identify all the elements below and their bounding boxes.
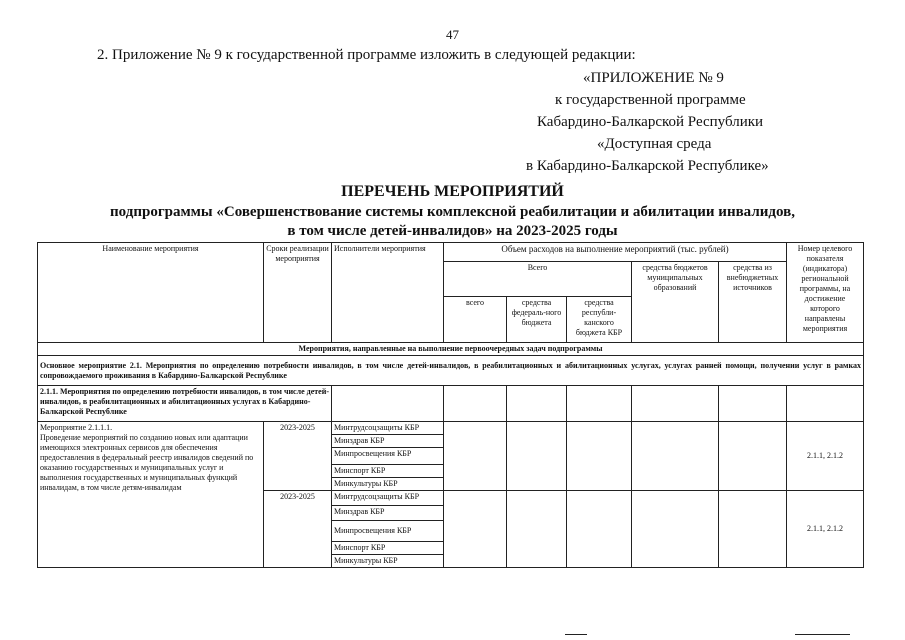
document-subtitle-2: в том числе детей-инвалидов» на 2023-2025 годы	[287, 223, 618, 239]
appendix-line-2: к государственной программе	[555, 92, 746, 108]
appendix-line-5: в Кабардино-Балкарской Республике»	[526, 158, 769, 174]
empty-cell	[444, 422, 507, 491]
empty-cell	[632, 386, 719, 422]
empty-cell	[719, 386, 787, 422]
document-title: ПЕРЕЧЕНЬ МЕРОПРИЯТИЙ	[341, 183, 564, 200]
indicator-cell: 2.1.1, 2.1.2	[787, 491, 864, 568]
empty-cell	[632, 491, 719, 568]
header-total-group: Всего	[444, 262, 632, 297]
measure-title: Мероприятие 2.1.1.1.	[40, 423, 113, 432]
sub-event-cell: 2.1.1. Мероприятия по определению потребности инвалидов, в том числе детей-инвалидов, в реабилитационных и абилитационных услугах в Кабардино-Балкарской Республике	[38, 386, 332, 422]
measures-table	[37, 242, 864, 568]
header-executors: Исполнители мероприятия	[332, 243, 444, 343]
empty-cell	[567, 386, 632, 422]
header-total: всего	[444, 297, 507, 343]
page-number: 47	[446, 27, 459, 42]
period-cell: 2023-2025	[264, 422, 332, 491]
empty-cell	[444, 491, 507, 568]
header-terms: Сроки реализации мероприятия	[264, 243, 332, 343]
empty-cell	[719, 422, 787, 491]
intro-text: 2. Приложение № 9 к государственной программе изложить в следующей редакции:	[97, 47, 636, 63]
empty-cell	[507, 422, 567, 491]
period-cell: 2023-2025	[264, 491, 332, 568]
empty-cell	[632, 422, 719, 491]
appendix-line-1: «ПРИЛОЖЕНИЕ № 9	[583, 70, 724, 86]
measure-cell	[38, 422, 264, 568]
empty-cell	[507, 491, 567, 568]
empty-cell	[787, 386, 864, 422]
header-extra: средства из внебюджетных источников	[719, 262, 787, 343]
executor-cell: Минкультуры КБР	[332, 555, 444, 568]
scan-artifact	[565, 634, 587, 635]
appendix-line-4: «Доступная среда	[597, 136, 712, 152]
section-row: Мероприятия, направленные на выполнение первоочередных задач подпрограммы	[38, 343, 864, 356]
header-republic: средства республи-канского бюджета КБР	[567, 297, 632, 343]
executor-cell: Минкультуры КБР	[332, 478, 444, 491]
executor-cell: Минпросвещения КБР	[332, 448, 444, 465]
executor-cell: Минпросвещения КБР	[332, 521, 444, 542]
executor-cell: Минтрудсоцзащиты КБР	[332, 491, 444, 506]
appendix-line-3: Кабардино-Балкарской Республики	[537, 114, 764, 130]
header-federal: средства федераль-ного бюджета	[507, 297, 567, 343]
executor-cell: Минтрудсоцзащиты КБР	[332, 422, 444, 435]
main-event-row: Основное мероприятие 2.1. Мероприятия по определению потребности инвалидов, в том числе детей-инвалидов, в реабилитационных и абилитационных услугах, услугах ранней помощи, получении услуг в рамках сопровождаемого проживания в Кабардино-Балкарской Республике	[38, 356, 864, 386]
executor-cell: Минспорт КБР	[332, 542, 444, 555]
empty-cell	[567, 422, 632, 491]
header-expenses: Объем расходов на выполнение мероприятий (тыс. рублей)	[444, 243, 787, 262]
measure-text: Проведение мероприятий по созданию новых или адаптации имеющихся электронных сервисов для обеспечения предоставления в федеральный реестр инвалидов сведений по оказанию государственных и муниципальных услуг и выполнения государственных и муниципальных функций инвалидам, в том числе детям-инвалидам	[40, 433, 254, 492]
executor-cell: Минспорт КБР	[332, 465, 444, 478]
empty-cell	[332, 386, 444, 422]
header-municipal: средства бюджетов муниципальных образований	[632, 262, 719, 343]
empty-cell	[507, 386, 567, 422]
header-name: Наименование мероприятия	[38, 243, 264, 343]
document-subtitle-1: подпрограммы «Совершенствование системы комплексной реабилитации и абилитации инвалидов,	[110, 204, 795, 220]
executor-cell: Минздрав КБР	[332, 435, 444, 448]
empty-cell	[719, 491, 787, 568]
scan-artifact	[795, 634, 850, 635]
empty-cell	[444, 386, 507, 422]
indicator-cell: 2.1.1, 2.1.2	[787, 422, 864, 491]
header-indicator: Номер целевого показателя (индикатора) региональной программы, на достижение которого направлены мероприятия	[787, 243, 864, 343]
executor-cell: Минздрав КБР	[332, 506, 444, 521]
empty-cell	[567, 491, 632, 568]
